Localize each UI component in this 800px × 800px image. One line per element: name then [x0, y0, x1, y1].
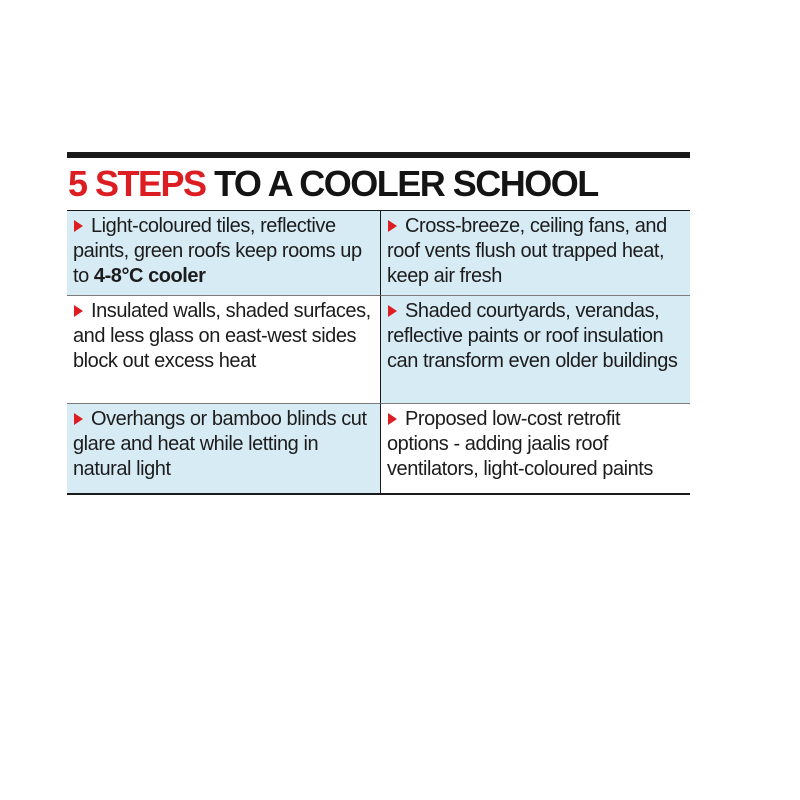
step-item-3: [67, 296, 381, 404]
step-item-2: [381, 211, 690, 296]
infobox-title: [67, 158, 690, 210]
red-arrow-icon: [74, 413, 83, 425]
step-1-text: Light-coloured tiles, reflective paints, green roofs keep rooms up to: [73, 215, 362, 287]
step-item-1: [67, 211, 381, 296]
red-arrow-icon: [74, 220, 83, 232]
step-3-text: Insulated walls, shaded surfaces, and less glass on east-west sides block out excess heat: [73, 300, 371, 372]
red-arrow-icon: [388, 220, 397, 232]
red-arrow-icon: [74, 305, 83, 317]
step-item-4: [381, 296, 690, 404]
title-highlight: 5 STEPS: [68, 163, 206, 204]
red-arrow-icon: [388, 305, 397, 317]
step-5-text: Overhangs or bamboo blinds cut glare and heat while letting in natural light: [73, 408, 367, 480]
red-arrow-icon: [388, 413, 397, 425]
step-1-highlight: 4-8°C cooler: [93, 265, 206, 287]
steps-grid: [67, 210, 690, 495]
step-4-text: Shaded courtyards, verandas, reflective paints or roof insulation can transform even older buildings: [387, 300, 678, 372]
step-item-5: [67, 404, 381, 493]
title-rest: TO A COOLER SCHOOL: [205, 163, 598, 204]
step-6-text: Proposed low-cost retrofit options - adding jaalis roof ventilators, light-coloured paints: [387, 408, 653, 480]
infobox: [67, 152, 690, 495]
step-2-text: Cross-breeze, ceiling fans, and roof vents flush out trapped heat, keep air fresh: [387, 215, 667, 287]
step-item-6: [381, 404, 690, 493]
